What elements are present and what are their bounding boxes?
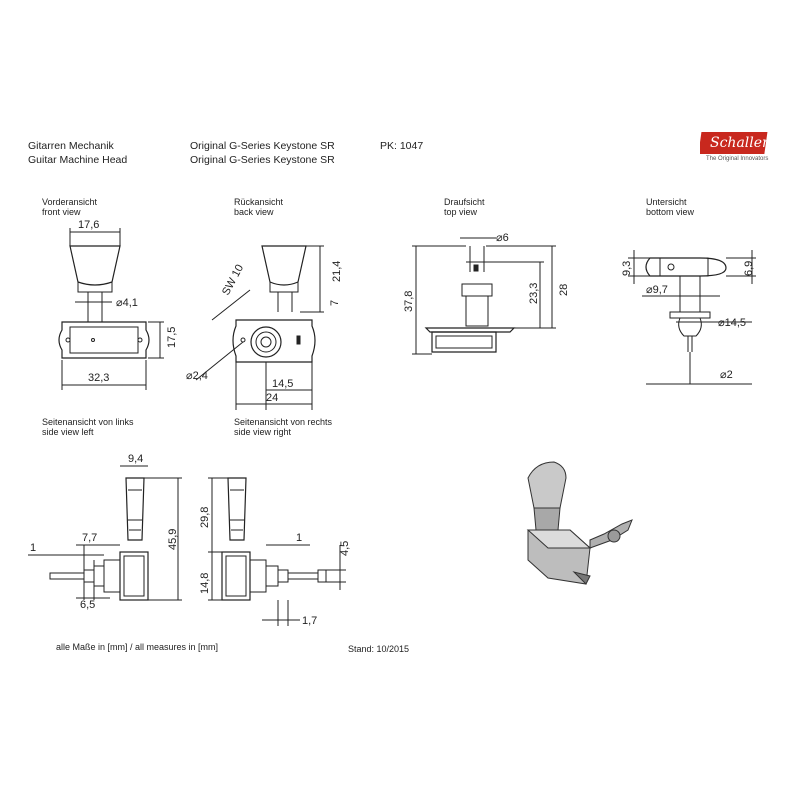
front-view-title-de: Vorderansicht	[42, 197, 98, 207]
front-view-drawing	[59, 228, 164, 390]
title-de: Gitarren Mechanik	[28, 140, 114, 152]
top-view-title-en: top view	[444, 207, 478, 217]
logo-brand: Schaller	[710, 135, 769, 151]
dim-back-d1: 14,5	[272, 378, 294, 390]
dim-side-left-height: 45,9	[167, 528, 179, 550]
dim-side-right-c: 1,7	[302, 615, 318, 627]
side-right-title-en: side view right	[234, 427, 292, 437]
side-left-title-en: side view left	[42, 427, 94, 437]
dim-side-left-b: 1	[30, 542, 37, 554]
dim-side-right-b: 4,5	[339, 540, 351, 556]
dim-back-hole: ⌀2,4	[186, 370, 208, 382]
dim-back-h1: 21,4	[331, 260, 343, 282]
dim-back-h2: 7	[329, 299, 341, 306]
dim-back-d2: 24	[266, 392, 279, 404]
dim-top-h3: 28	[558, 283, 570, 296]
dim-bottom-d1: ⌀9,7	[646, 284, 668, 296]
side-left-drawing	[28, 466, 182, 600]
dim-side-left-c: 6,5	[80, 599, 96, 611]
dim-side-right-h1: 29,8	[199, 506, 211, 528]
model-en: Original G-Series Keystone SR	[190, 154, 335, 166]
dim-side-left-a: 7,7	[82, 532, 98, 544]
dim-bottom-h2: 6,9	[743, 260, 755, 276]
model-de: Original G-Series Keystone SR	[190, 140, 335, 152]
measures-note: alle Maße in [mm] / all measures in [mm]	[56, 642, 219, 652]
dim-back-sw: SW 10	[220, 262, 247, 298]
title-en: Guitar Machine Head	[28, 154, 128, 166]
dim-side-right-a: 1	[296, 532, 303, 544]
top-view-title-de: Draufsicht	[444, 197, 485, 207]
dim-side-left-width: 9,4	[128, 453, 144, 465]
dim-side-right-h2: 14,8	[199, 572, 211, 594]
front-view-title-en: front view	[42, 207, 81, 217]
dim-bottom-d2: ⌀14,5	[718, 317, 747, 329]
side-left-title-de: Seitenansicht von links	[42, 417, 134, 427]
logo-tagline: The Original Innovators	[706, 156, 769, 162]
dim-front-plate-height: 17,5	[166, 326, 178, 348]
dim-top-d: ⌀6	[496, 232, 509, 244]
bottom-view-title-de: Untersicht	[646, 197, 687, 207]
bottom-view-title-en: bottom view	[646, 207, 695, 217]
dim-front-plate-width: 32,3	[88, 372, 110, 384]
tuner-3d-illustration	[528, 462, 632, 584]
stand-date: Stand: 10/2015	[348, 644, 410, 654]
back-view-title-de: Rückansicht	[234, 197, 284, 207]
dim-front-width: 17,6	[78, 219, 100, 231]
dimension-labels	[30, 219, 755, 627]
dim-top-h1: 37,8	[403, 290, 415, 312]
back-view-title-en: back view	[234, 207, 274, 217]
side-right-drawing	[208, 478, 346, 626]
dim-front-post: ⌀4,1	[116, 297, 138, 309]
dim-top-h2: 23,3	[528, 282, 540, 304]
side-right-title-de: Seitenansicht von rechts	[234, 417, 333, 427]
pk-number: PK: 1047	[380, 140, 424, 152]
back-view-drawing	[196, 246, 324, 410]
dim-bottom-h1: 9,3	[621, 260, 633, 276]
dim-bottom-d3: ⌀2	[720, 369, 733, 381]
